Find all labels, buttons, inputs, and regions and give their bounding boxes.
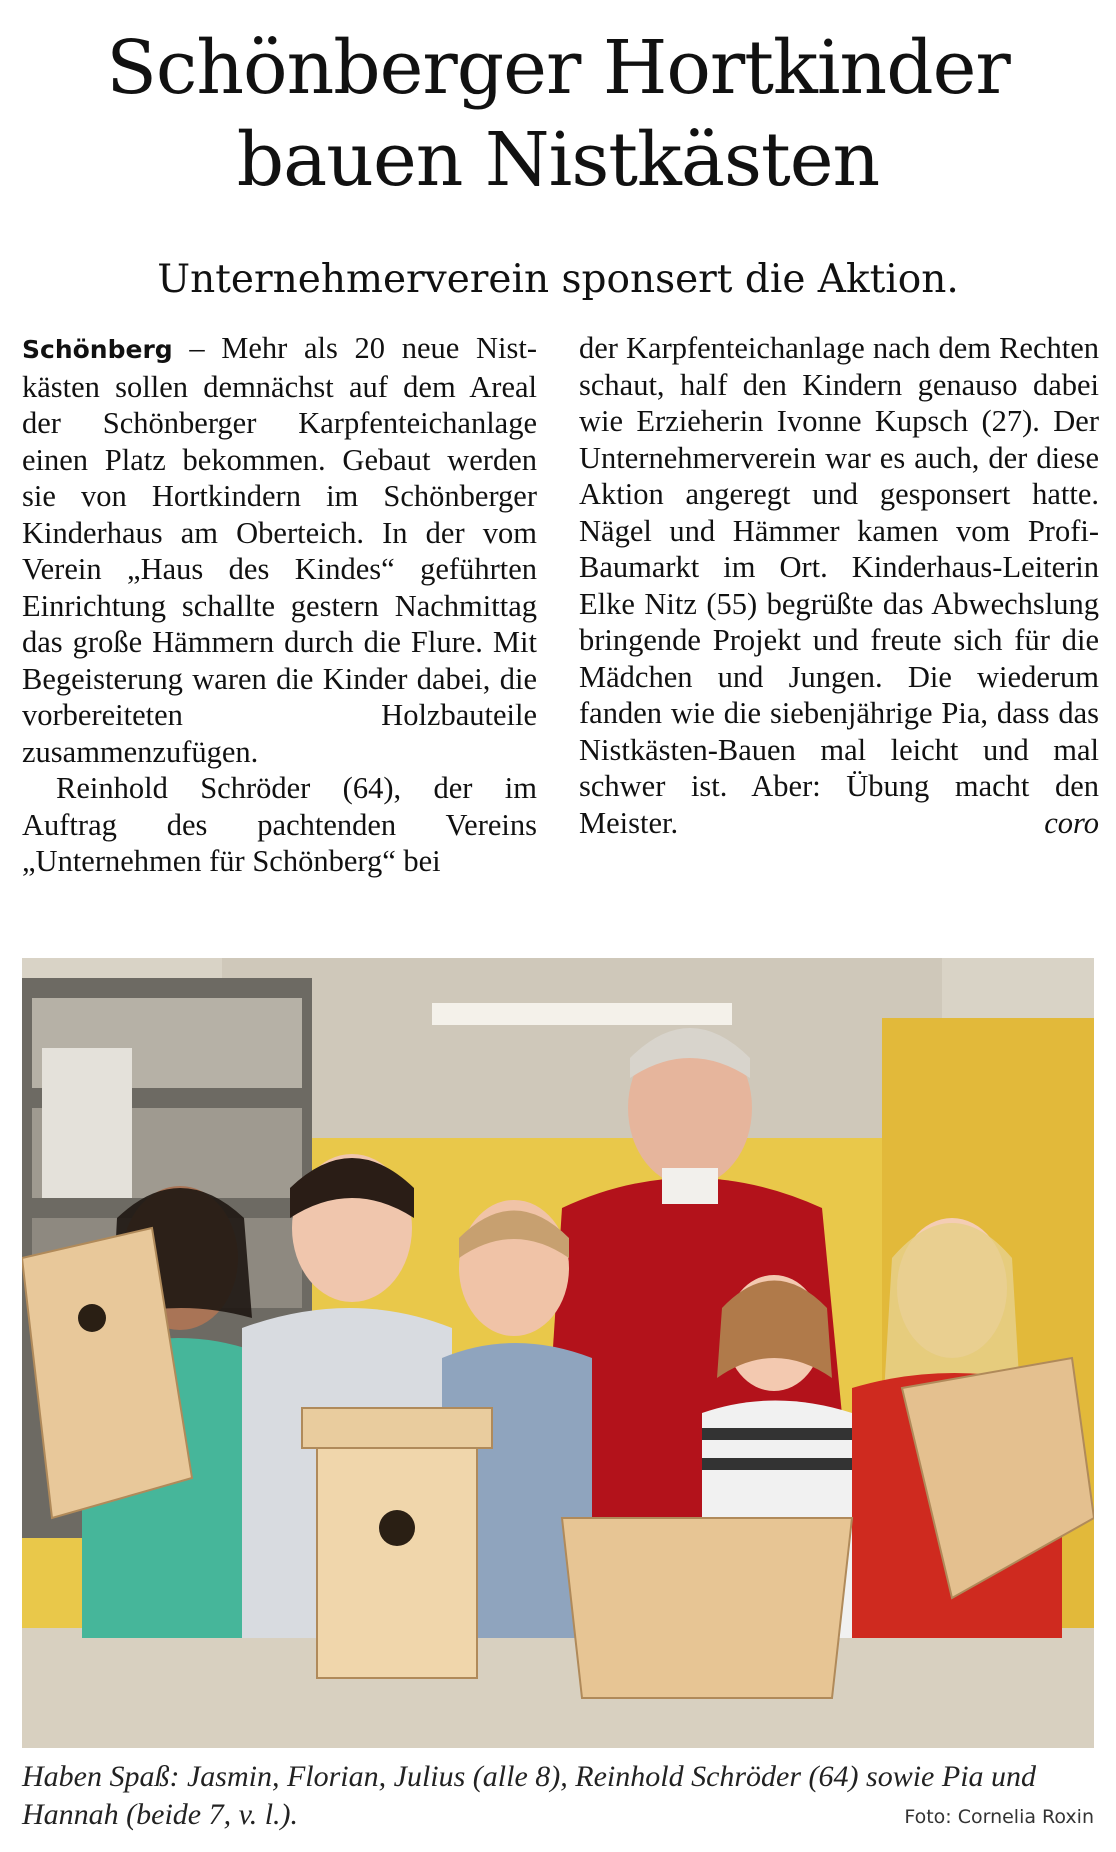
article-photo <box>22 958 1094 1748</box>
paragraph-2-text-continued: der Karpfenteichanlage nach dem Rechten schaut, half den Kindern genauso dabei wie Erzieherin Ivonne Kupsch (27). Der Unternehmerverein war es auch, der diese Aktion angeregt und gesponsert hatte. Nägel und Hämmer kamen vom Profi-Baumarkt im Ort. Kinderhaus-Leiterin Elke Nitz (55) begrüßte das Abwechslung bringende Projekt und freute sich für die Mädchen und Jungen. Die wiederum fanden wie die siebenjährige Pia, dass das Nistkästen-Bauen mal leicht und mal schwer ist. Aber: Übung macht den Meister. coro <box>579 331 1099 840</box>
text-column-right <box>579 330 1099 841</box>
text-column-left <box>22 330 537 880</box>
headline-line-1: Schönberger Hortkinder <box>106 25 1010 111</box>
group-photo-illustration <box>22 958 1094 1748</box>
photo-caption: Haben Spaß: Jasmin, Florian, Julius (alle 8), Reinhold Schröder (64) sowie Pia und Hannah (beide 7, v. l.). <box>22 1760 1037 1831</box>
dateline-text: Schönberg <box>22 335 173 364</box>
headline-line-2: bauen Nistkästen <box>236 117 880 203</box>
article-subtitle: Unternehmerverein sponsert die Aktion. <box>157 257 959 302</box>
paragraph-1-text: Schönberg – Mehr als 20 neue Nistkästen sollen demnächst auf dem Areal der Schönberger Karpfenteichanlage einen Platz bekommen. Gebaut werden sie von Hortkindern im Schönberger Kinderhaus am Oberteich. In der vom Verein „Haus des Kindes“ geführten Einrichtung schallte gestern Nachmittag das große Hämmern durch die Flure. Mit Begeisterung waren die Kinder dabei, die vorbereiteten Holzbauteile zusammenzufügen. <box>22 331 537 769</box>
paragraph-2-text-start: Reinhold Schröder (64), der im Auftrag des pachtenden Vereins „Unternehmen für Schönberg“ bei <box>22 771 537 878</box>
nest-box-front <box>562 1518 852 1698</box>
nest-box-center <box>302 1408 492 1678</box>
photo-credit: Foto: Cornelia Roxin <box>904 1806 1094 1828</box>
article-headline <box>0 22 1116 206</box>
signoff-text: coro <box>1044 805 1099 840</box>
